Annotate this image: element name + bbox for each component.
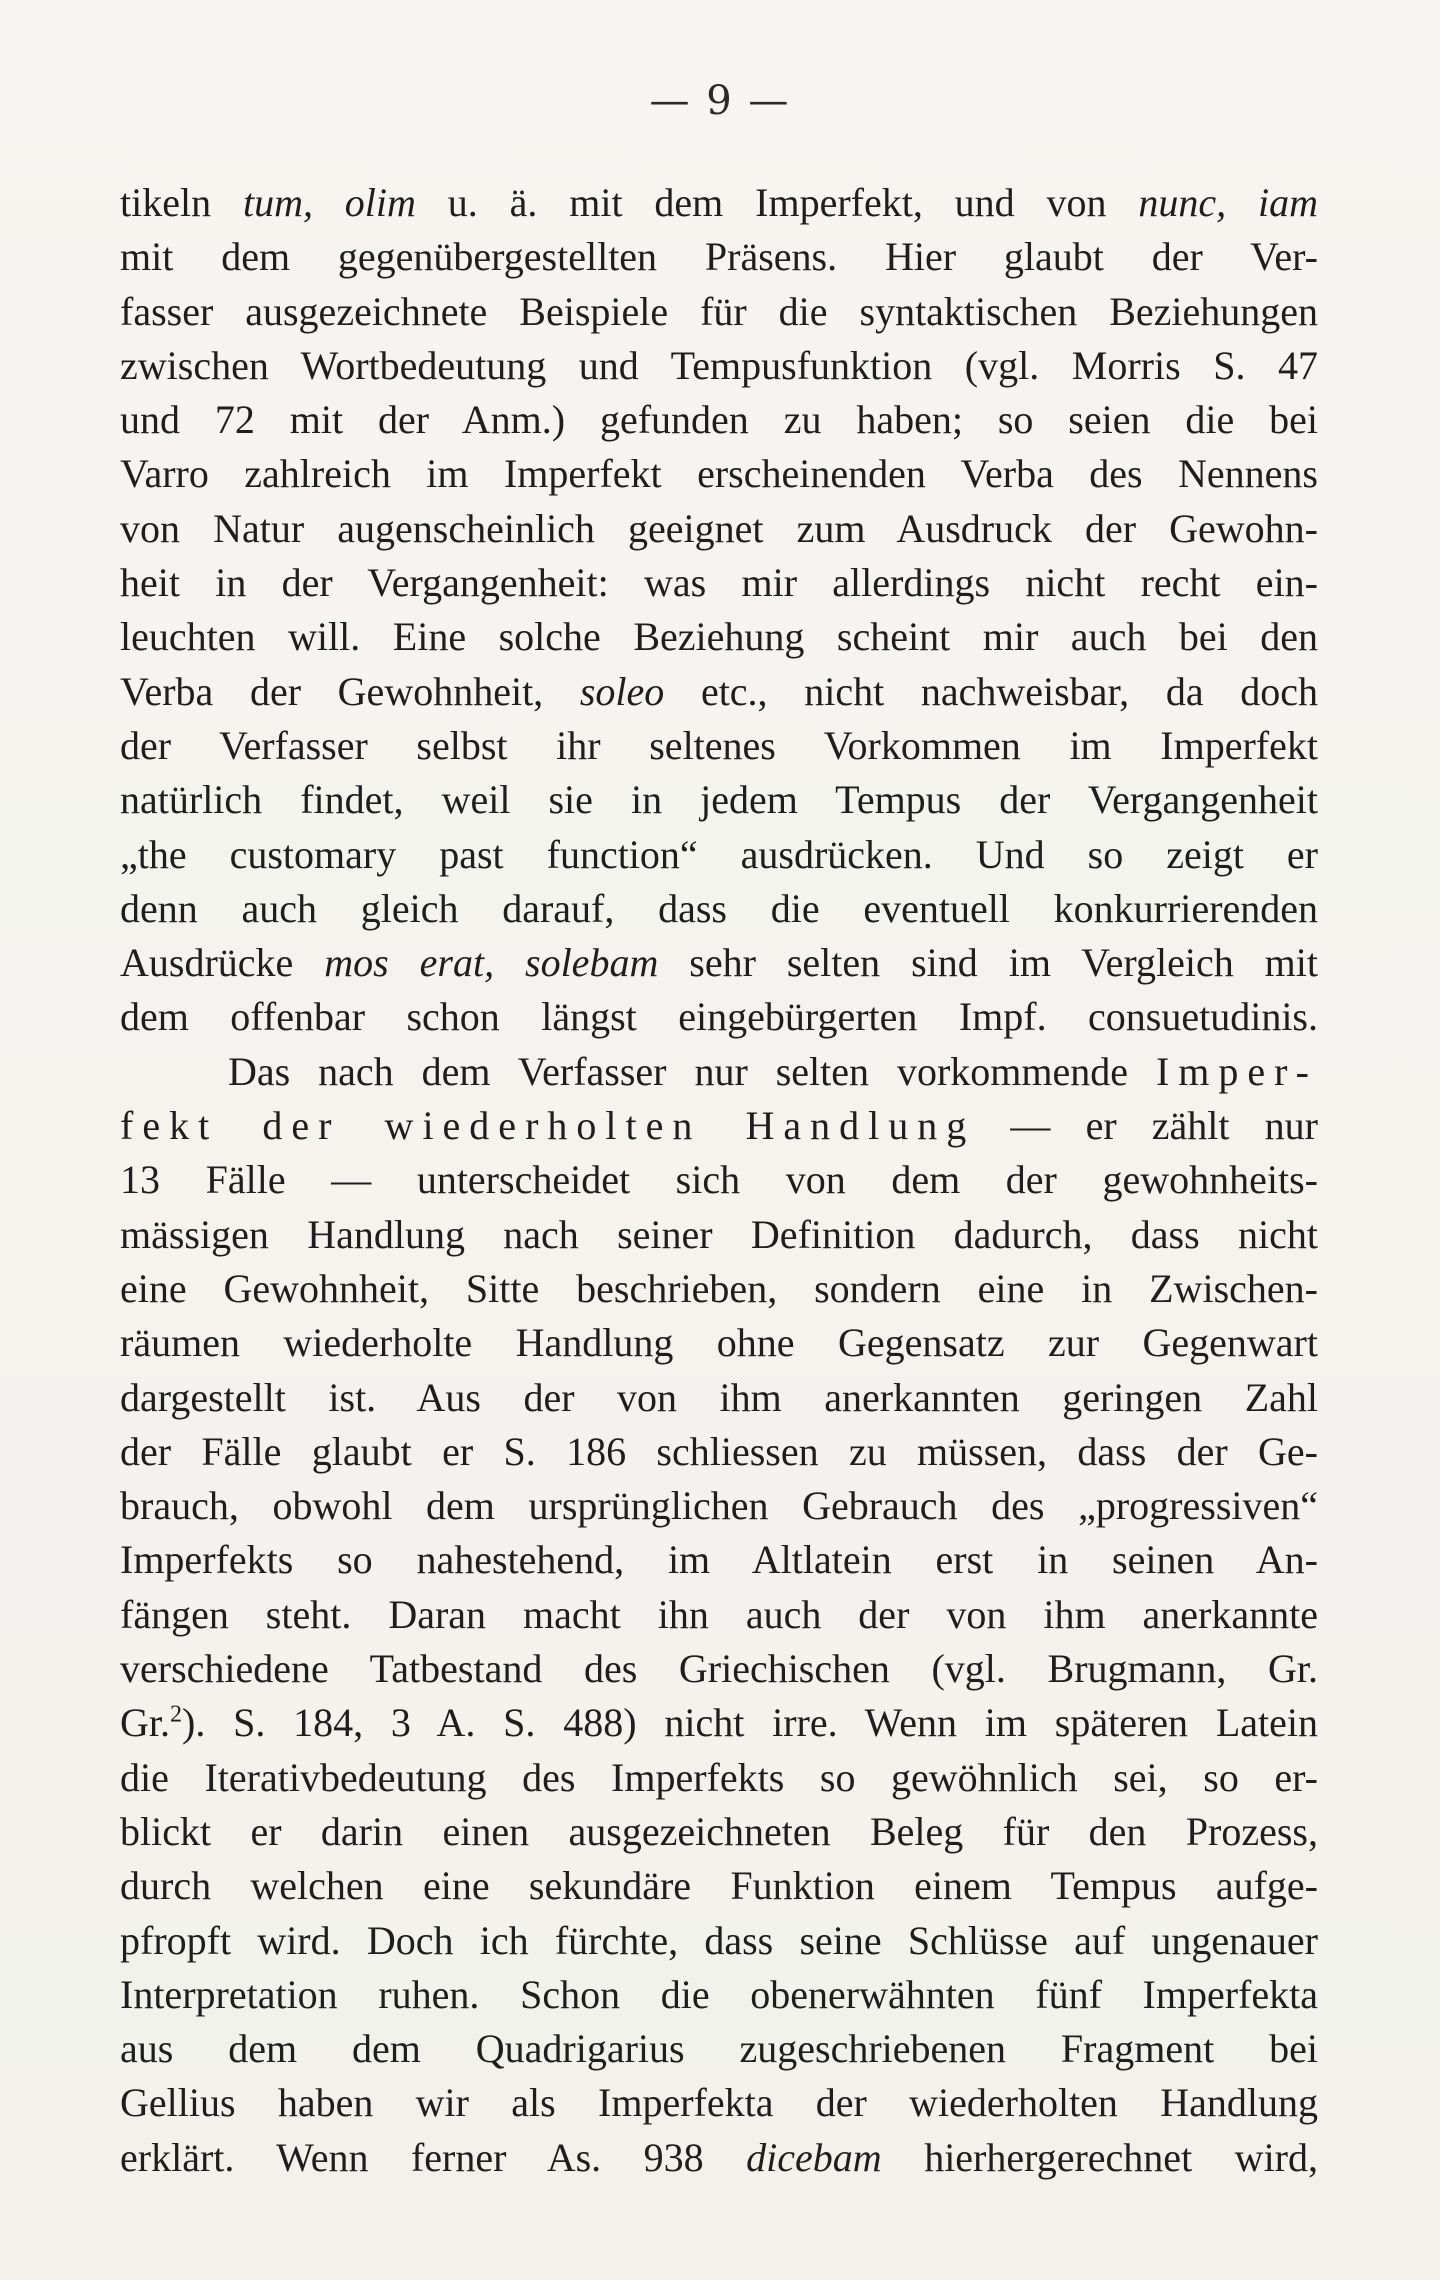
text-segment: natürlich findet, weil sie in jedem Tempus der Vergangenheit xyxy=(120,777,1318,823)
italic-term: tum, olim xyxy=(242,180,416,225)
superscript: 2 xyxy=(170,1701,182,1728)
italic-term: nunc, iam xyxy=(1138,180,1318,225)
text-segment: räumen wiederholte Handlung ohne Gegensatz zur Gegenwart xyxy=(120,1320,1318,1366)
text-line xyxy=(120,556,1318,610)
text-line xyxy=(120,1045,1318,1099)
text-segment: erklärt. Wenn ferner As. 938 xyxy=(120,2134,747,2180)
text-line xyxy=(120,719,1318,773)
text-segment: brauch, obwohl dem ursprünglichen Gebrauch des „progressiven“ xyxy=(120,1483,1318,1529)
text-segment: pfropft wird. Doch ich fürchte, dass seine Schlüsse auf ungenauer xyxy=(120,1917,1318,1963)
text-segment: Gellius haben wir als Imperfekta der wiederholten Handlung xyxy=(120,2080,1318,2126)
text-line xyxy=(120,882,1318,936)
text-line xyxy=(120,1533,1318,1587)
text-segment: von Natur augenscheinlich geeignet zum Ausdruck der Gewohn- xyxy=(120,505,1318,551)
text-line xyxy=(120,1914,1318,1968)
text-segment: dem offenbar schon längst eingebürgerten Impf. consuetudinis. xyxy=(120,994,1318,1040)
text-segment: Imperfekts so nahestehend, im Altlatein erst in seinen An- xyxy=(120,1537,1318,1583)
text-line xyxy=(120,2022,1318,2076)
text-segment: mit dem gegenübergestellten Präsens. Hier glaubt der Ver- xyxy=(120,234,1318,280)
text-segment: zwischen Wortbedeutung und Tempusfunktion (vgl. Morris S. 47 xyxy=(120,342,1318,388)
text-line xyxy=(120,936,1318,990)
text-line xyxy=(120,1425,1318,1479)
text-segment: eine Gewohnheit, Sitte beschrieben, sondern eine in Zwischen- xyxy=(120,1265,1318,1311)
text-line xyxy=(120,1479,1318,1533)
text-line xyxy=(120,1751,1318,1805)
text-segment: ). S. 184, 3 A. S. 488) nicht irre. Wenn im späteren Latein xyxy=(182,1700,1318,1746)
italic-term: soleo xyxy=(579,668,665,714)
text-line xyxy=(120,1642,1318,1696)
text-line xyxy=(120,339,1318,393)
text-segment: sehr selten sind im Vergleich mit xyxy=(658,940,1318,986)
text-segment: 13 Fälle — unterscheidet sich von dem der gewohnheits- xyxy=(120,1157,1318,1203)
text-line xyxy=(120,1696,1318,1750)
text-segment: verschiedene Tatbestand des Griechischen (vgl. Brugmann, Gr. xyxy=(120,1646,1318,1692)
text-line xyxy=(120,1968,1318,2022)
text-line xyxy=(120,230,1318,284)
text-segment: Das nach dem Verfasser nur selten vorkommende xyxy=(228,1048,1156,1094)
text-segment: Verba der Gewohnheit, xyxy=(120,668,580,714)
text-line xyxy=(120,176,1318,230)
text-segment: mässigen Handlung nach seiner Definition dadurch, dass nicht xyxy=(120,1211,1318,1257)
text-segment: der Verfasser selbst ihr seltenes Vorkommen im Imperfekt xyxy=(120,722,1318,768)
text-segment: fasser ausgezeichnete Beispiele für die syntaktischen Beziehungen xyxy=(120,288,1318,334)
text-segment: Interpretation ruhen. Schon die obenerwähnten fünf Imperfekta xyxy=(120,1971,1318,2017)
body-text xyxy=(120,176,1318,2185)
text-line xyxy=(120,1316,1318,1370)
text-line xyxy=(120,665,1318,719)
text-line xyxy=(120,2076,1318,2130)
text-line xyxy=(120,990,1318,1044)
text-segment: — er zählt nur xyxy=(975,1103,1318,1149)
text-line xyxy=(120,2131,1318,2185)
text-segment: fängen steht. Daran macht ihn auch der von ihm anerkannte xyxy=(120,1591,1318,1637)
text-line xyxy=(120,502,1318,556)
text-line xyxy=(120,773,1318,827)
text-segment: aus dem dem Quadrigarius zugeschriebenen Fragment bei xyxy=(120,2026,1318,2072)
text-segment: Varro zahlreich im Imperfekt erscheinenden Verba des Nennens xyxy=(120,451,1318,497)
text-line xyxy=(120,1099,1318,1153)
text-line xyxy=(120,828,1318,882)
text-line xyxy=(120,1208,1318,1262)
text-line xyxy=(120,393,1318,447)
text-segment: und 72 mit der Anm.) gefunden zu haben; so seien die bei xyxy=(120,397,1318,443)
text-segment: etc., nicht nachweisbar, da doch xyxy=(664,668,1318,714)
text-line xyxy=(120,1153,1318,1207)
text-line xyxy=(120,285,1318,339)
text-segment: u. ä. mit dem Imperfekt, und von xyxy=(415,180,1139,225)
italic-term: dicebam xyxy=(746,2134,882,2180)
text-segment: der Fälle glaubt er S. 186 schliessen zu müssen, dass der Ge- xyxy=(120,1428,1318,1474)
text-segment: leuchten will. Eine solche Beziehung scheint mir auch bei den xyxy=(120,614,1318,660)
text-line xyxy=(120,1805,1318,1859)
text-line xyxy=(120,610,1318,664)
spaced-emphasis: fekt der wiederholten Handlung xyxy=(120,1103,976,1149)
text-segment: die Iterativbedeutung des Imperfekts so gewöhnlich sei, so er- xyxy=(120,1754,1318,1800)
text-segment: dargestellt ist. Aus der von ihm anerkannten geringen Zahl xyxy=(120,1374,1318,1420)
text-segment: tikeln xyxy=(120,180,243,225)
text-line xyxy=(120,1371,1318,1425)
text-line xyxy=(120,1262,1318,1316)
text-segment: Gr. xyxy=(120,1700,170,1746)
text-segment: heit in der Vergangenheit: was mir allerdings nicht recht ein- xyxy=(120,560,1318,606)
italic-term: mos erat, solebam xyxy=(324,940,659,986)
text-line xyxy=(120,447,1318,501)
text-segment: durch welchen eine sekundäre Funktion einem Tempus aufge- xyxy=(120,1863,1318,1909)
text-segment: hierhergerechnet wird, xyxy=(881,2134,1318,2180)
text-segment: blickt er darin einen ausgezeichneten Beleg für den Prozess, xyxy=(120,1808,1318,1854)
text-segment: denn auch gleich darauf, dass die eventuell konkurrierenden xyxy=(120,885,1318,931)
page-number: — 9 — xyxy=(649,78,791,124)
text-segment: Ausdrücke xyxy=(120,940,325,986)
spaced-emphasis: Imper- xyxy=(1155,1048,1318,1094)
text-segment: „the customary past function“ ausdrücken. Und so zeigt er xyxy=(120,831,1318,877)
text-line xyxy=(120,1588,1318,1642)
text-line xyxy=(120,1859,1318,1913)
